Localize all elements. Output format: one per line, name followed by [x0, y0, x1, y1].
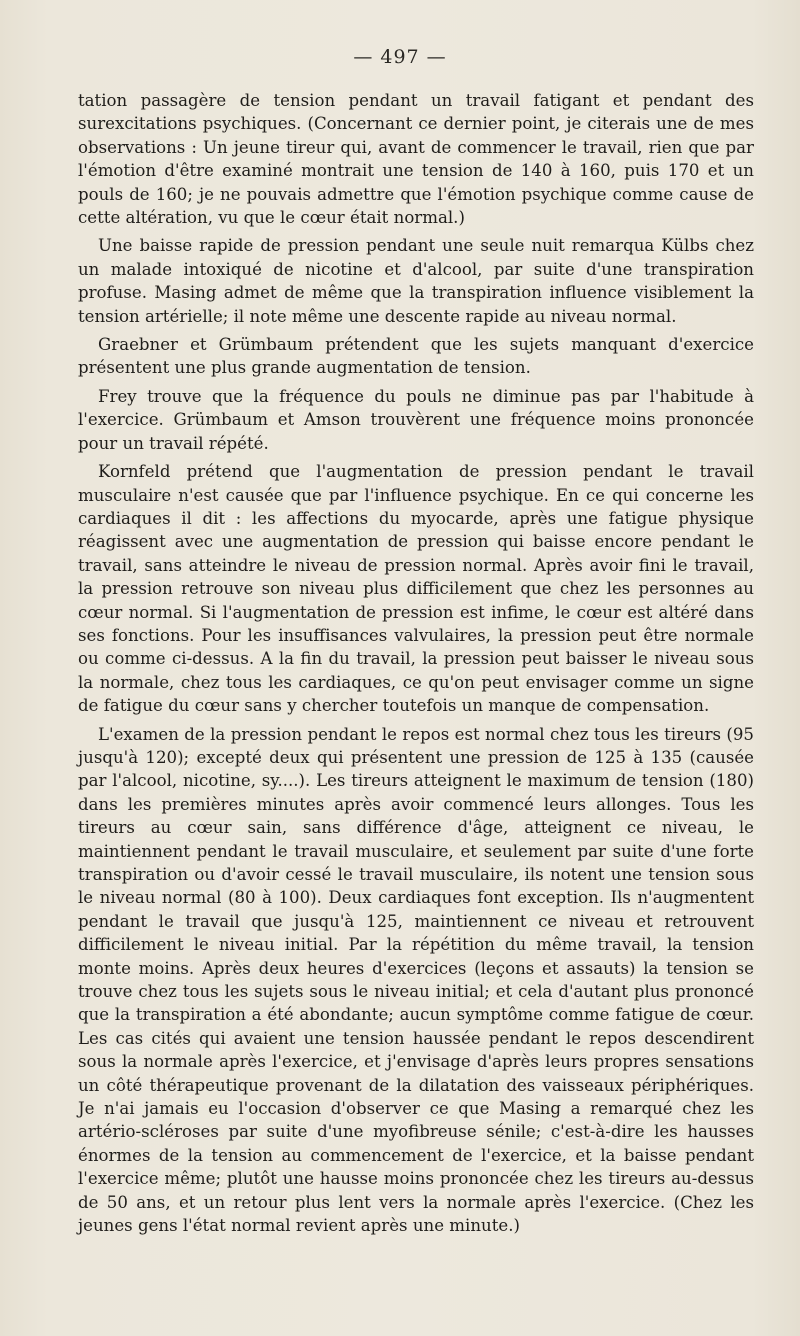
page-number: — 497 — [353, 46, 447, 68]
body-text [78, 89, 754, 1243]
paragraph-continuation: tation passagère de tension pendant un travail fatigant et pendant des surexcitations psychiques. (Concernant ce dernier point, je citerais une de mes observations : Un jeune tireur qui, avant de commencer le travail, rien que par l'émotion d'être examiné montrait une tension de 140 à 160, puis 170 et un pouls de 160; je ne pouvais admettre que l'émotion psychique comme cause de cette altération, vu que le cœur était normal.) [78, 91, 754, 228]
paragraph-graebner: Graebner et Grümbaum prétendent que les sujets manquant d'exercice présentent une plus grande augmentation de tension. [78, 335, 754, 378]
paragraph-examen: L'examen de la pression pendant le repos est normal chez tous les tireurs (95 jusqu'à 120); excepté deux qui présentent une pression de 125 à 135 (causée par l'alcool, nicotine, sy....). Les tireurs atteignent le maximum de tension (180) dans les premières minutes après avoir commencé leurs allonges. Tous les tireurs au cœur sain, sans différence d'âge, atteignent ce niveau, le maintiennent pendant le travail musculaire, et seulement par suite d'une forte transpiration ou d'avoir cessé le travail musculaire, ils notent une tension sous le niveau normal (80 à 100). Deux cardiaques font exception. Ils n'augmentent pendant le travail que jusqu'à 125, maintiennent ce niveau et retrouvent difficilement le niveau initial. Par la répétition du même travail, la tension monte moins. Après deux heures d'exercices (leçons et assauts) la tension se trouve chez tous les sujets sous le niveau initial; et cela d'autant plus prononcé que la transpiration a été abondante; aucun symptôme comme fatigue de cœur. Les cas cités qui avaient une tension haussée pendant le repos descendirent sous la normale après l'exercice, et j'envisage d'après leurs propres sensations un côté thérapeutique provenant de la dilatation des vaisseaux périphériques. Je n'ai jamais eu l'occasion d'observer ce que Masing a remarqué chez les artério-scléroses par suite d'une myofibreuse sénile; c'est-à-dire les hausses énormes de la tension au commencement de l'exercice, et la baisse pendant l'exercice même; plutôt une hausse moins prononcée chez les tireurs au-dessus de 50 ans, et un retour plus lent vers la normale après l'exercice. (Chez les jeunes gens l'état normal revient après une minute.) [78, 724, 754, 1236]
paragraph-kulbs-masing: Une baisse rapide de pression pendant une seule nuit remarqua Külbs chez un malade intoxiqué de nicotine et d'alcool, par suite d'une transpiration profuse. Masing admet de même que la transpiration influence visiblement la tension artérielle; il note même une descente rapide au niveau normal. [78, 236, 754, 326]
paragraph-kornfeld: Kornfeld prétend que l'augmentation de pression pendant le travail musculaire n'est causée que par l'influence psychique. En ce qui concerne les cardiaques il dit : les affections du myocarde, après une fatigue physique réagissent avec une augmentation de pression qui baisse encore pendant le travail, sans atteindre le niveau de pression normal. Après avoir fini le travail, la pression retrouve son niveau plus difficilement que chez les personnes au cœur normal. Si l'augmentation de pression est infime, le cœur est altéré dans ses fonctions. Pour les insuffisances valvulaires, la pression peut être normale ou comme ci-dessus. A la fin du travail, la pression peut baisser le niveau sous la normale, chez tous les cardiaques, ce qu'on peut envisager comme un signe de fatigue du cœur sans y chercher toutefois un manque de compensation. [78, 462, 754, 716]
paragraph-frey: Frey trouve que la fréquence du pouls ne diminue pas par l'habitude à l'exercice. Grümbaum et Amson trouvèrent une fréquence moins prononcée pour un travail répété. [78, 386, 754, 453]
